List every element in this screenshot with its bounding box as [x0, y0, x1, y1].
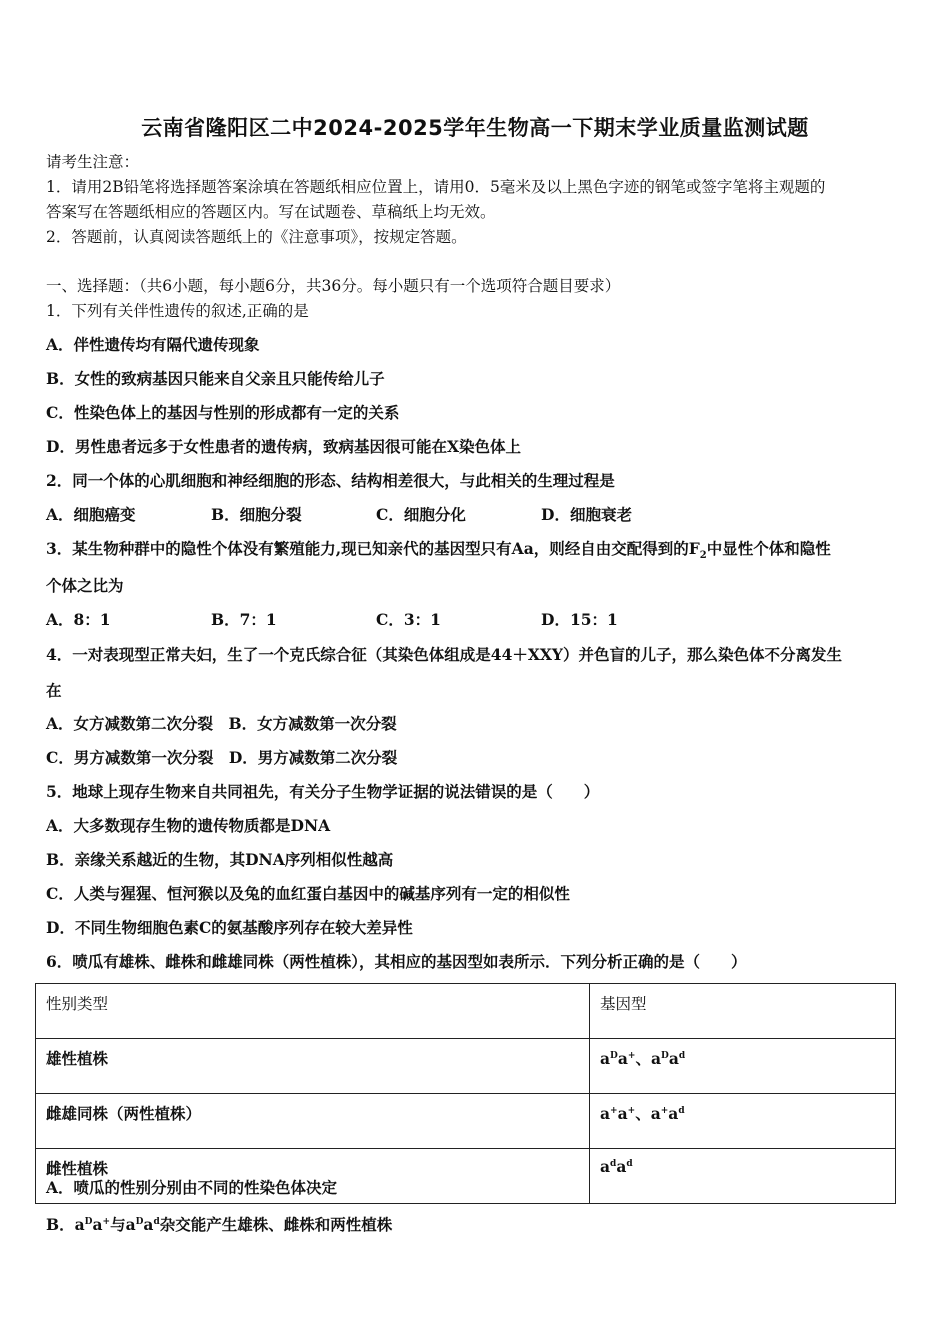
q5-option-b: B．亲缘关系越近的生物，其DNA序列相似性越高	[46, 850, 394, 869]
q1-option-d: D．男性患者远多于女性患者的遗传病，致病基因很可能在X染色体上	[46, 437, 521, 456]
table-header-cell: 基因型	[590, 984, 896, 1039]
q3-options	[46, 609, 618, 631]
q3-option-a: A．8：1	[46, 610, 111, 629]
notice-item-1-line-1: 1．请用2B铅笔将选择题答案涂填在答题纸相应位置上，请用0．5毫米及以上黑色字迹的钢笔或签字笔将主观题的	[46, 178, 826, 196]
section-heading: 一、选择题：（共6小题，每小题6分，共36分。每小题只有一个选项符合题目要求）	[46, 277, 621, 295]
table-cell-sex-type: 雌雄同株（两性植株）	[36, 1094, 590, 1149]
table-cell-genotype: a+a+、$a^+a^d$	[590, 1094, 896, 1149]
q2-stem: 2．同一个体的心肌细胞和神经细胞的形态、结构相差很大，与此相关的生理过程是	[46, 471, 615, 490]
q2-option-b: B．细胞分裂	[211, 505, 302, 524]
q6-option-b: B．$a^Da^+$与$a^Da^d$杂交能产生雄株、雌株和两性植株	[46, 1215, 393, 1235]
q3-option-c: C．3：1	[376, 610, 441, 629]
q3-stem-line-2: 个体之比为	[46, 576, 124, 595]
q1-option-b: B．女性的致病基因只能来自父亲且只能传给儿子	[46, 369, 385, 388]
q1-option-a: A．伴性遗传均有隔代遗传现象	[46, 335, 260, 354]
q5-option-c: C．人类与猩猩、恒河猴以及兔的血红蛋白基因中的碱基序列有一定的相似性	[46, 884, 570, 903]
q1-stem: 1．下列有关伴性遗传的叙述,正确的是	[46, 302, 309, 320]
q6-stem: 6．喷瓜有雄株、雌株和雌雄同株（两性植株），其相应的基因型如表所示．下列分析正确的是（ ）	[46, 952, 747, 971]
q4-options-cd: C．男方减数第一次分裂 D．男方减数第二次分裂	[46, 748, 398, 767]
notice-heading: 请考生注意：	[46, 153, 140, 171]
q3-stem-post: 中显性个体和隐性	[706, 539, 831, 558]
table-cell-sex-type: 雄性植株	[36, 1039, 590, 1094]
q5-option-a: A．大多数现存生物的遗传物质都是DNA	[46, 816, 331, 835]
table-row	[36, 1039, 896, 1094]
table-row	[36, 1094, 896, 1149]
q4-options-ab: A．女方减数第二次分裂 B．女方减数第一次分裂	[46, 714, 397, 733]
q2-options	[46, 504, 632, 526]
q4-stem-line-1: 4．一对表现型正常夫妇，生了一个克氏综合征（其染色体组成是44＋XXY）并色盲的儿子，那么染色体不分离发生	[46, 645, 842, 664]
table-header-row	[36, 984, 896, 1039]
q2-option-c: C．细胞分化	[376, 505, 466, 524]
q2-option-a: A．细胞癌变	[46, 505, 136, 524]
q5-option-d: D．不同生物细胞色素C的氨基酸序列存在较大差异性	[46, 918, 413, 937]
q5-stem: 5．地球上现存生物来自共同祖先，有关分子生物学证据的说法错误的是（ ）	[46, 782, 600, 801]
q1-option-c: C．性染色体上的基因与性别的形成都有一定的关系	[46, 403, 400, 422]
q3-option-d: D．15：1	[541, 610, 618, 629]
q3-stem-line-1	[46, 538, 831, 567]
q3-stem-pre: 3．某生物种群中的隐性个体没有繁殖能力,现已知亲代的基因型只有Aa，则经自由交配得到的F	[46, 539, 700, 558]
table-cell-genotype: $a^Da^+$、$a^Da^d$	[590, 1039, 896, 1094]
notice-item-1-line-2: 答案写在答题纸相应的答题区内。写在试题卷、草稿纸上均无效。	[46, 203, 496, 221]
q3-option-b: B．7：1	[211, 610, 277, 629]
notice-item-2: 2．答题前，认真阅读答题纸上的《注意事项》，按规定答题。	[46, 228, 467, 246]
q4-stem-line-2: 在	[46, 681, 62, 700]
page-title: 云南省隆阳区二中2024-2025学年生物高一下期末学业质量监测试题	[141, 116, 809, 140]
table-cell-sex-type: 雌性植株	[36, 1149, 590, 1204]
genotype-table	[35, 983, 896, 1204]
q2-option-d: D．细胞衰老	[541, 505, 632, 524]
table-cell-genotype: $a^da^d$	[590, 1149, 896, 1204]
table-header-cell: 性别类型	[36, 984, 590, 1039]
q3-stem-subscript: 2	[699, 550, 707, 562]
q6-option-a: A．喷瓜的性别分别由不同的性染色体决定	[46, 1178, 338, 1197]
